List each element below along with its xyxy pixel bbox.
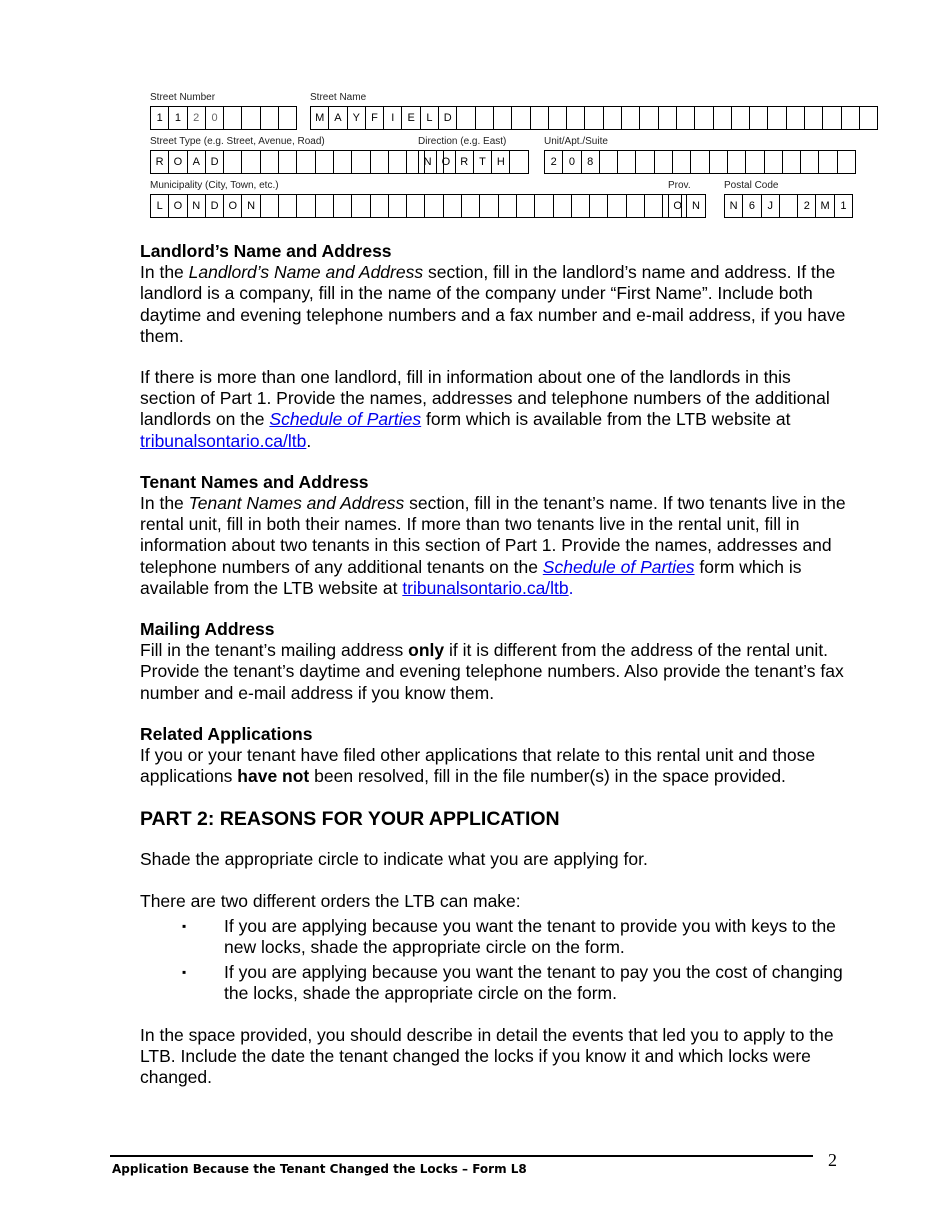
char-box — [644, 194, 662, 218]
char-box — [731, 106, 749, 130]
bullet-icon: ▪ — [182, 918, 187, 933]
char-box: N — [724, 194, 742, 218]
list-item: ▪ If you are applying because you want the tenant to pay you the cost of changing the locks, shade the appropriate circle on the form. — [182, 962, 843, 1004]
char-box: O — [168, 150, 186, 174]
char-box — [296, 150, 314, 174]
direction-label: Direction (e.g. East) — [418, 136, 507, 147]
char-box — [516, 194, 534, 218]
char-box — [388, 150, 406, 174]
char-box — [333, 194, 351, 218]
mailing-heading: Mailing Address — [140, 619, 275, 640]
char-box: T — [473, 150, 491, 174]
char-box: 0 — [205, 106, 223, 130]
footer-title: Application Because the Tenant Changed the Locks – Form L8 — [112, 1162, 527, 1176]
char-box — [223, 106, 241, 130]
char-box — [621, 106, 639, 130]
char-box — [278, 106, 297, 130]
char-box: O — [168, 194, 186, 218]
char-box — [584, 106, 602, 130]
landlord-paragraph-2: If there is more than one landlord, fill in information about one of the landlords in this section of Part 1. Provide the names, addresses and telephone numbers of the additional landlords on the Schedule of Parties form which is available from the LTB website at tribunalsontario.ca/ltb. — [140, 367, 830, 451]
char-box — [461, 194, 479, 218]
char-box — [260, 150, 278, 174]
char-box — [658, 106, 676, 130]
bullet-icon: ▪ — [182, 965, 187, 980]
street-name-boxes — [310, 106, 878, 130]
char-box: N — [418, 150, 436, 174]
char-box: R — [455, 150, 473, 174]
char-box — [694, 106, 712, 130]
char-box: 1 — [834, 194, 853, 218]
char-box: D — [205, 194, 223, 218]
char-box: 1 — [168, 106, 186, 130]
char-box: L — [420, 106, 438, 130]
char-box — [654, 150, 672, 174]
char-box — [351, 150, 369, 174]
char-box — [534, 194, 552, 218]
char-box — [676, 106, 694, 130]
ltb-website-link[interactable]: tribunalsontario.ca/ltb — [140, 430, 307, 451]
char-box — [548, 106, 566, 130]
instructions-body — [140, 241, 850, 1088]
postal-code-boxes — [724, 194, 853, 218]
char-box — [804, 106, 822, 130]
char-box — [818, 150, 836, 174]
char-box — [296, 194, 314, 218]
unit-boxes — [544, 150, 856, 174]
char-box — [607, 194, 625, 218]
char-box: O — [436, 150, 454, 174]
street-number-label: Street Number — [150, 92, 216, 103]
char-box: H — [491, 150, 509, 174]
char-box — [278, 150, 296, 174]
street-type-boxes — [150, 150, 444, 174]
char-box — [370, 150, 388, 174]
char-box — [493, 106, 511, 130]
char-box: A — [187, 150, 205, 174]
char-box: O — [223, 194, 241, 218]
char-box — [767, 106, 785, 130]
char-box — [553, 194, 571, 218]
page-number: 2 — [828, 1150, 837, 1170]
char-box — [475, 106, 493, 130]
char-box — [589, 194, 607, 218]
tenant-section — [140, 472, 850, 599]
province-label: Prov. — [668, 180, 691, 191]
char-box: 8 — [581, 150, 599, 174]
char-box — [260, 106, 278, 130]
char-box — [635, 150, 653, 174]
char-box — [779, 194, 797, 218]
list-item: ▪ If you are applying because you want the tenant to provide you with keys to the new locks, shade the appropriate circle on the form. — [182, 915, 836, 958]
char-box — [223, 150, 241, 174]
char-box — [241, 106, 259, 130]
char-box: M — [815, 194, 833, 218]
char-box — [745, 150, 763, 174]
unit-label: Unit/Apt./Suite — [544, 136, 608, 147]
char-box: D — [205, 150, 223, 174]
char-box — [690, 150, 708, 174]
char-box: J — [761, 194, 779, 218]
char-box — [456, 106, 474, 130]
char-box: F — [365, 106, 383, 130]
char-box — [406, 194, 424, 218]
mailing-section — [140, 619, 850, 704]
province-boxes — [668, 194, 706, 218]
char-box: 1 — [150, 106, 168, 130]
char-box — [424, 194, 442, 218]
char-box — [479, 194, 497, 218]
char-box — [764, 150, 782, 174]
char-box — [603, 106, 621, 130]
related-heading: Related Applications — [140, 723, 313, 744]
char-box — [782, 150, 800, 174]
char-box — [639, 106, 657, 130]
char-box — [800, 150, 818, 174]
char-box — [530, 106, 548, 130]
related-paragraph: If you or your tenant have filed other applications that relate to this rental unit and those applications have not been resolved, fill in the file number(s) in the space provided. — [140, 745, 816, 787]
char-box: 0 — [562, 150, 580, 174]
tenant-paragraph: In the Tenant Names and Address section, fill in the tenant’s name. If two tenants live in the rental unit, fill in both their names. If more than two tenants live in the rental unit, fill in information about two tenants in this section of Part 1. Provide the names, addresses and telephone numbers of any additional tenants on the Schedule of Parties form which is available from the LTB website at tribunalsontario.ca/ltb. — [140, 493, 846, 598]
char-box: Y — [347, 106, 365, 130]
char-box — [713, 106, 731, 130]
char-box — [841, 106, 859, 130]
char-box: N — [686, 194, 705, 218]
char-box — [278, 194, 296, 218]
char-box: I — [383, 106, 401, 130]
mailing-paragraph: Fill in the tenant’s mailing address only if it is different from the address of the rental unit. Provide the tenant’s daytime and evening telephone numbers. Also provide the tenant’s fax number and e-mail address if you know them. — [140, 640, 844, 703]
schedule-of-parties-link[interactable]: Schedule of Parties — [542, 556, 695, 577]
char-box: 2 — [187, 106, 205, 130]
char-box — [566, 106, 584, 130]
municipality-boxes — [150, 194, 682, 218]
related-section — [140, 724, 850, 788]
postal-code-label: Postal Code — [724, 180, 779, 191]
char-box — [822, 106, 840, 130]
char-box — [617, 150, 635, 174]
char-box: 6 — [742, 194, 760, 218]
char-box — [859, 106, 878, 130]
char-box: O — [668, 194, 686, 218]
char-box — [571, 194, 589, 218]
landlord-paragraph-1: In the Landlord’s Name and Address section, fill in the landlord’s name and address. If the landlord is a company, fill in the name of the company under “First Name”. Include both daytime and evening telephone numbers and a fax number and e-mail address, if you have them. — [140, 262, 846, 346]
char-box — [315, 194, 333, 218]
char-box — [511, 106, 529, 130]
orders-list — [140, 916, 850, 1005]
schedule-of-parties-link[interactable]: Schedule of Parties — [269, 409, 422, 430]
char-box: N — [241, 194, 259, 218]
char-box — [786, 106, 804, 130]
char-box: A — [328, 106, 346, 130]
char-box — [837, 150, 856, 174]
char-box — [241, 150, 259, 174]
part2-section — [140, 807, 850, 1088]
char-box — [333, 150, 351, 174]
street-number-boxes — [150, 106, 297, 130]
char-box: 2 — [544, 150, 562, 174]
char-box — [388, 194, 406, 218]
footer-divider — [110, 1155, 813, 1157]
char-box — [709, 150, 727, 174]
char-box: M — [310, 106, 328, 130]
street-type-label: Street Type (e.g. Street, Avenue, Road) — [150, 136, 325, 147]
part2-paragraph-1: Shade the appropriate circle to indicate what you are applying for. — [140, 849, 648, 870]
char-box: L — [150, 194, 168, 218]
char-box — [672, 150, 690, 174]
part2-paragraph-2: There are two different orders the LTB can make: — [140, 890, 521, 911]
landlord-heading: Landlord’s Name and Address — [140, 241, 392, 261]
part2-paragraph-3: In the space provided, you should describe in detail the events that led you to apply to the LTB. Include the date the tenant changed the locks if you know it and which locks were changed. — [140, 1024, 834, 1088]
char-box: E — [401, 106, 419, 130]
direction-boxes — [418, 150, 529, 174]
char-box — [509, 150, 528, 174]
char-box — [315, 150, 333, 174]
char-box — [626, 194, 644, 218]
char-box: 2 — [797, 194, 815, 218]
char-box — [599, 150, 617, 174]
char-box — [727, 150, 745, 174]
char-box: N — [187, 194, 205, 218]
char-box — [260, 194, 278, 218]
municipality-label: Municipality (City, Town, etc.) — [150, 180, 279, 191]
char-box — [351, 194, 369, 218]
char-box — [443, 194, 461, 218]
char-box: D — [438, 106, 456, 130]
char-box — [498, 194, 516, 218]
street-name-label: Street Name — [310, 92, 367, 103]
ltb-website-link[interactable]: tribunalsontario.ca/ltb — [402, 577, 569, 598]
part2-heading: PART 2: REASONS FOR YOUR APPLICATION — [140, 808, 560, 831]
char-box: R — [150, 150, 168, 174]
tenant-heading: Tenant Names and Address — [140, 471, 369, 492]
char-box — [749, 106, 767, 130]
landlord-section — [140, 241, 850, 452]
char-box — [370, 194, 388, 218]
